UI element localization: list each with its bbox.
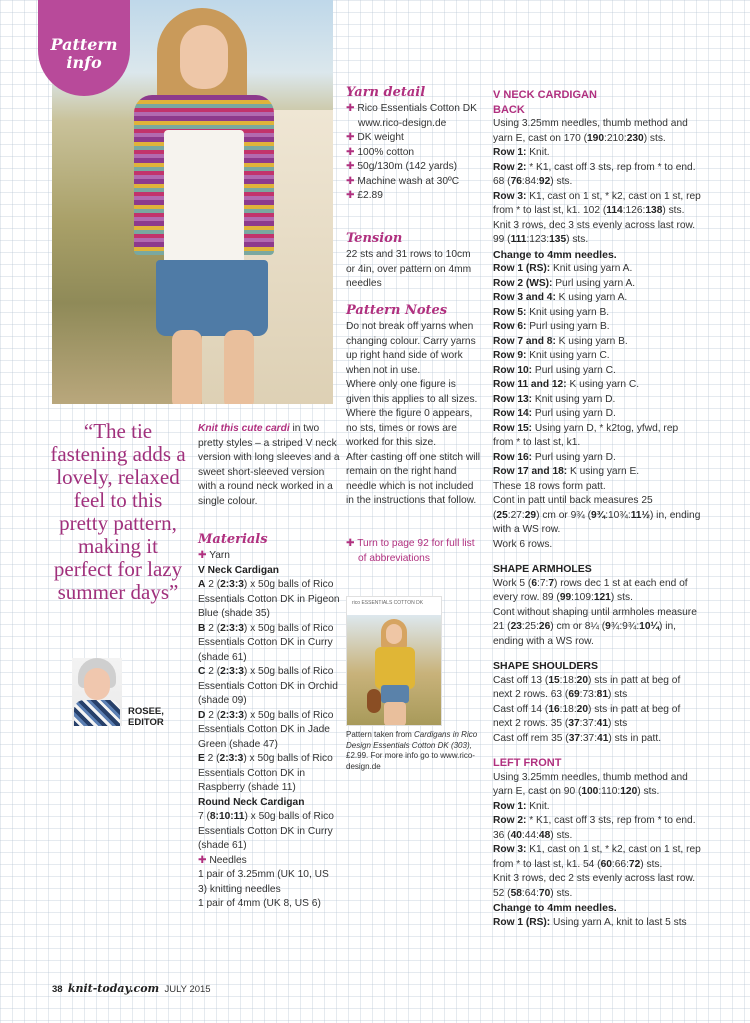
- needle-1: 1 pair of 3.25mm (UK 10, US 3) knitting needles: [198, 869, 329, 895]
- pattern-row: Row 14: Purl using yarn D.: [493, 408, 616, 419]
- pattern-row: Row 13: Knit using yarn D.: [493, 393, 616, 405]
- editor-credit: ROSEE, EDITOR: [128, 706, 164, 728]
- pattern-row: Row 5: Knit using yarn B.: [493, 306, 610, 318]
- pattern-row: Row 6: Purl using yarn B.: [493, 321, 610, 332]
- pattern-row: Row 11 and 12: K using yarn C.: [493, 379, 640, 390]
- abbreviations-link[interactable]: ✚ Turn to page 92 for full list of abbreviations: [346, 538, 475, 564]
- pattern-row: Row 10: Purl using yarn C.: [493, 364, 616, 376]
- tension-heading: Tension: [346, 231, 403, 246]
- pattern-row: Row 3 and 4: K using yarn A.: [493, 292, 628, 303]
- pattern-row: Row 16: Purl using yarn D.: [493, 451, 616, 463]
- pattern-row: Row 7 and 8: K using yarn B.: [493, 335, 628, 347]
- editor-avatar: [72, 658, 122, 726]
- yarn-detail-section: Yarn detail ✚ Rico Essentials Cotton DK www.rico-design.de ✚ DK weight ✚ 100% cotton ✚ 50g/130m (142 yards) ✚ Machine wash at 30ºC ✚ £2.89: [346, 84, 482, 204]
- pull-quote: “The tie fastening adds a lovely, relaxed feel to this pretty pattern, making it perfect for lazy summer days”: [50, 419, 186, 604]
- page-footer: [52, 982, 211, 995]
- yarn-item: E 2 (2:3:3) x 50g balls of Rico Essentials Cotton DK in Raspberry (shade 11): [198, 753, 333, 793]
- yarn-item: B 2 (2:3:3) x 50g balls of Rico Essentials Cotton DK in Curry (shade 61): [198, 622, 334, 663]
- pattern-row: Row 9: Knit using yarn C.: [493, 350, 610, 361]
- back-heading: BACK: [493, 103, 525, 116]
- pattern-info-tag: Pattern info: [38, 0, 130, 96]
- pattern-row: Row 15: Using yarn D, * k2tog, yfwd, rep from * to last st, k1.: [493, 422, 679, 448]
- yarn-detail-heading: Yarn detail: [346, 85, 426, 100]
- yarn-item: A 2 (2:3:3) x 50g balls of Rico Essentials Cotton DK in Pigeon Blue (shade 35): [198, 579, 340, 619]
- pattern-row: Row 17 and 18: K using yarn E.: [493, 466, 640, 477]
- shape-armholes-heading: SHAPE ARMHOLES: [493, 563, 592, 575]
- yarn-url: www.rico-design.de: [358, 117, 447, 129]
- needle-2: 1 pair of 4mm (UK 8, US 6): [198, 898, 321, 909]
- book-cover-image: rico ESSENTIALS COTTON DK: [346, 596, 442, 726]
- pattern-row: Row 2 (WS): Purl using yarn A.: [493, 277, 636, 289]
- instructions-column: V NECK CARDIGAN BACK Using 3.25mm needles, thumb method and yarn E, cast on 170 (190:210:230) sts. Row 1: Knit. Row 2: * K1, cast off 3 sts, rep from * to end. 68 (76:84:92) sts. Row 3: K1, cast on 1 st, * k2, cast on 1 st, rep from * to last st, k1. 102 (114:126:138) sts. Knit 3 rows, dec 3 sts evenly across last row. 99 (111:123:135) sts. Change to 4mm needles. Row 1 (RS): Knit using yarn A. Row 2 (WS): Purl using yarn A. Row 3 and 4: K using yarn A. Row 5: Knit using yarn B. Row 6: Purl using yarn B. Row 7 and 8: K using yarn B. Row 9: Knit using yarn C. Row 10: Purl using yarn C. Row 11 and 12: K using yarn C. Row 13: Knit using yarn D. Row 14: Purl using yarn D. Row 15: Using yarn D, * k2tog, yfwd, rep from * to last st, k1. Row 16: Purl using yarn D. Row 17 and 18: K using yarn E. These 18 rows form patt. Cont in patt until back measures 25 (25:27:29) cm or 9¾ (9¾:10¾:11½) in, ending with a WS row. Work 6 rows. SHAPE ARMHOLES Work 5 (6:7:7) rows dec 1 st at each end of every row. 89 (99:109:121) sts. Cont without shaping until armholes measure 21 (23:25:26) cm or 8¼ (9¾:9¾:10¼) in, ending with a WS row. SHAPE SHOULDERS Cast off 13 (15:18:20) sts in patt at beg of next 2 rows. 63 (69:73:81) sts Cast off 14 (16:18:20) sts in patt at beg of next 2 rows. 35 (37:37:41) sts Cast off rem 35 (37:37:41) sts in patt. LEFT FRONT Using 3.25mm needles, thumb method and yarn E, cast on 90 (100:110:120) sts. Row 1: Knit. Row 2: * K1, cast off 3 sts, rep from * to end. 36 (40:44:48) sts. Row 3: K1, cast on 1 st, * k2, cast on 1 st, rep from * to last st, k1. 54 (60:66:72) sts. Knit 3 rows, dec 2 sts evenly across last row. 52 (58:64:70) sts. Change to 4mm needles. Row 1 (RS): Using yarn A, knit to last 5 sts: [493, 89, 701, 928]
- round-neck-title: Round Neck Cardigan: [198, 796, 305, 808]
- pattern-row: Row 1 (RS): Knit using yarn A.: [493, 263, 633, 274]
- intro-text: Knit this cute cardi in two pretty styles – a striped V neck version with long sleeves and a sweet short-sleeved version with a round neck worked in a single colour.: [198, 423, 340, 507]
- v-neck-yarn-list: [198, 578, 340, 796]
- pattern-notes-heading: Pattern Notes: [346, 303, 448, 318]
- v-neck-title: V Neck Cardigan: [198, 564, 279, 576]
- page-number: 38: [52, 984, 63, 995]
- round-neck-yarn: 7 (8:10:11) x 50g balls of Rico Essentials Cotton DK in Curry (shade 61): [198, 811, 334, 851]
- yarn-item: C 2 (2:3:3) x 50g balls of Rico Essentials Cotton DK in Orchid (shade 09): [198, 666, 338, 706]
- book-caption: Pattern taken from Cardigans in Rico Design Essentials Cotton DK (303), £2.99. For more info go to www.rico-design.de: [346, 730, 478, 771]
- row-list: [493, 262, 701, 480]
- pattern-notes-section: Pattern Notes Do not break off yarns when changing colour. Carry yarns up right hand side of work when not in use. Where only one figure is given this applies to all sizes. Where the figure 0 appears, no sts, times or rows are worked for this size. After casting off one stitch will remain on the right hand needle which is not included in the instructions that follow.: [346, 303, 481, 506]
- yarn-item: D 2 (2:3:3) x 50g balls of Rico Essentials Cotton DK in Jade Green (shade 47): [198, 709, 334, 750]
- tension-section: Tension 22 sts and 31 rows to 10cm or 4in, over pattern on 4mm needles: [346, 230, 482, 292]
- materials-heading: Materials: [198, 532, 268, 547]
- shape-shoulders-heading: SHAPE SHOULDERS: [493, 660, 599, 672]
- materials-section: Materials ✚ Yarn V Neck Cardigan A 2 (2:3:3) x 50g balls of Rico Essentials Cotton DK in Pigeon Blue (shade 35) B 2 (2:3:3) x 50g balls of Rico Essentials Cotton DK in Curry (shade 61) C 2 (2:3:3) x 50g balls of Rico Essentials Cotton DK in Orchid (shade 09) D 2 (2:3:3) x 50g balls of Rico Essentials Cotton DK in Jade Green (shade 47) E 2 (2:3:3) x 50g balls of Rico Essentials Cotton DK in Raspberry (shade 11) Round Neck Cardigan 7 (8:10:11) x 50g balls of Rico Essentials Cotton DK in Curry (shade 61) ✚ Needles 1 pair of 3.25mm (UK 10, US 3) knitting needles 1 pair of 4mm (UK 8, US 6): [198, 531, 340, 912]
- left-front-heading: LEFT FRONT: [493, 757, 562, 769]
- issue-date: JULY 2015: [164, 984, 211, 995]
- v-neck-heading: V NECK CARDIGAN: [493, 89, 597, 101]
- site-name: knit-today.com: [67, 982, 160, 995]
